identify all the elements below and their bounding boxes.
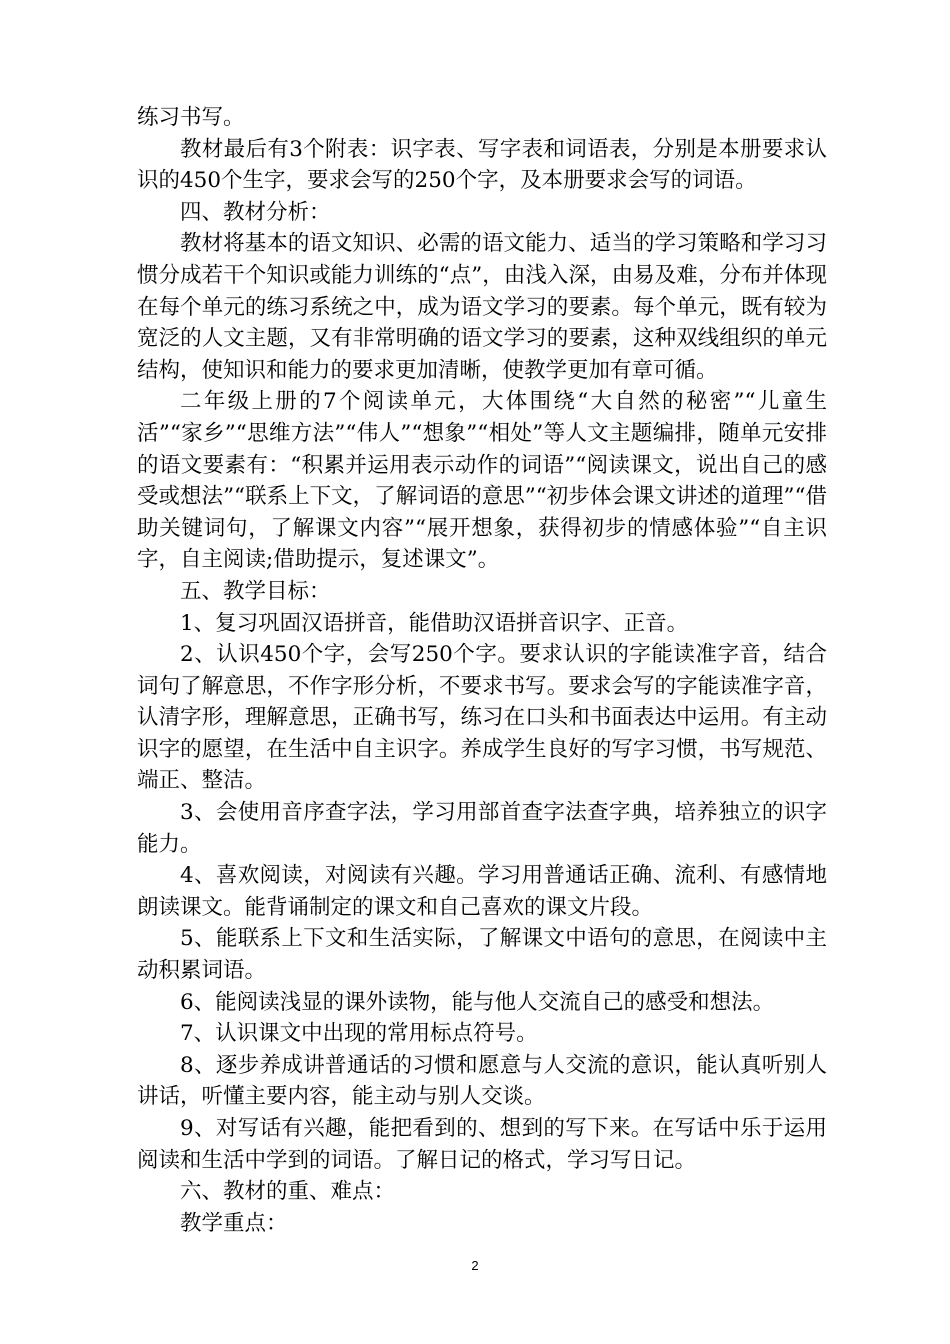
subheading-teaching-focus: 教学重点： (180, 1210, 288, 1236)
paragraph-reading-units: 二年级上册的7个阅读单元，大体围绕“大自然的秘密”“儿童生活”“家乡”“思维方法”“伟人”“想象”“相处”等人文主题编排，随单元安排的语文要素有：“积累并运用表示动作的词语”“阅读课文，说出自己的感受或想法”“联系上下文，了解词语的意思”“初步体会课文讲述的道理”“借助关键词句，了解课文内容”“展开想象，获得初步的情感体验”“自主识字，自主阅读;借助提示，复述课文”。 (137, 389, 827, 573)
goal-item-6: 6、能阅读浅显的课外读物，能与他人交流自己的感受和想法。 (180, 989, 775, 1015)
paragraph-continuation: 练习书写。 (137, 105, 245, 130)
goal-item-5: 5、能联系上下文和生活实际，了解课文中语句的意思，在阅读中主动积累词语。 (137, 926, 827, 984)
section-heading-goals: 五、教学目标： (180, 578, 331, 604)
section-heading-key-points: 六、教材的重、难点： (180, 1179, 396, 1205)
goal-item-1: 1、复习巩固汉语拼音，能借助汉语拼音识字、正音。 (180, 610, 689, 636)
page-number: 2 (471, 1258, 479, 1273)
paragraph-appendix-tables: 教材最后有3个附表：识字表、写字表和词语表，分别是本册要求认识的450个生字，要求会写的250个字，及本册要求会写的词语。 (137, 136, 827, 194)
paragraph-analysis: 教材将基本的语文知识、必需的语文能力、适当的学习策略和学习习惯分成若干个知识或能力训练的“点”，由浅入深，由易及难，分布并体现在每个单元的练习系统之中，成为语文学习的要素。每个单元，既有较为宽泛的人文主题，又有非常明确的语文学习的要素，这种双线组织的单元结构，使知识和能力的要求更加清晰，使教学更加有章可循。 (137, 231, 827, 383)
goal-item-8: 8、逐步养成讲普通话的习惯和愿意与人交流的意识，能认真听别人讲话，听懂主要内容，能主动与别人交谈。 (137, 1052, 827, 1110)
document-body (137, 102, 827, 1239)
section-heading-analysis: 四、教材分析： (180, 199, 331, 225)
goal-item-2: 2、认识450个字，会写250个字。要求认识的字能读准字音，结合词句了解意思，不作字形分析，不要求书写。要求会写的字能读准字音，认清字形，理解意思，正确书写，练习在口头和书面表达中运用。有主动识字的愿望，在生活中自主识字。养成学生良好的写字习惯，书写规范、端正、整洁。 (137, 642, 827, 794)
goal-item-9: 9、对写话有兴趣，能把看到的、想到的写下来。在写话中乐于运用阅读和生活中学到的词语。了解日记的格式，学习写日记。 (137, 1116, 827, 1173)
goal-item-3: 3、会使用音序查字法，学习用部首查字法查字典，培养独立的识字能力。 (137, 800, 827, 857)
goal-item-4: 4、喜欢阅读，对阅读有兴趣。学习用普通话正确、流利、有感情地朗读课文。能背诵制定的课文和自己喜欢的课文片段。 (137, 863, 827, 920)
goal-item-7: 7、认识课文中出现的常用标点符号。 (180, 1021, 538, 1047)
